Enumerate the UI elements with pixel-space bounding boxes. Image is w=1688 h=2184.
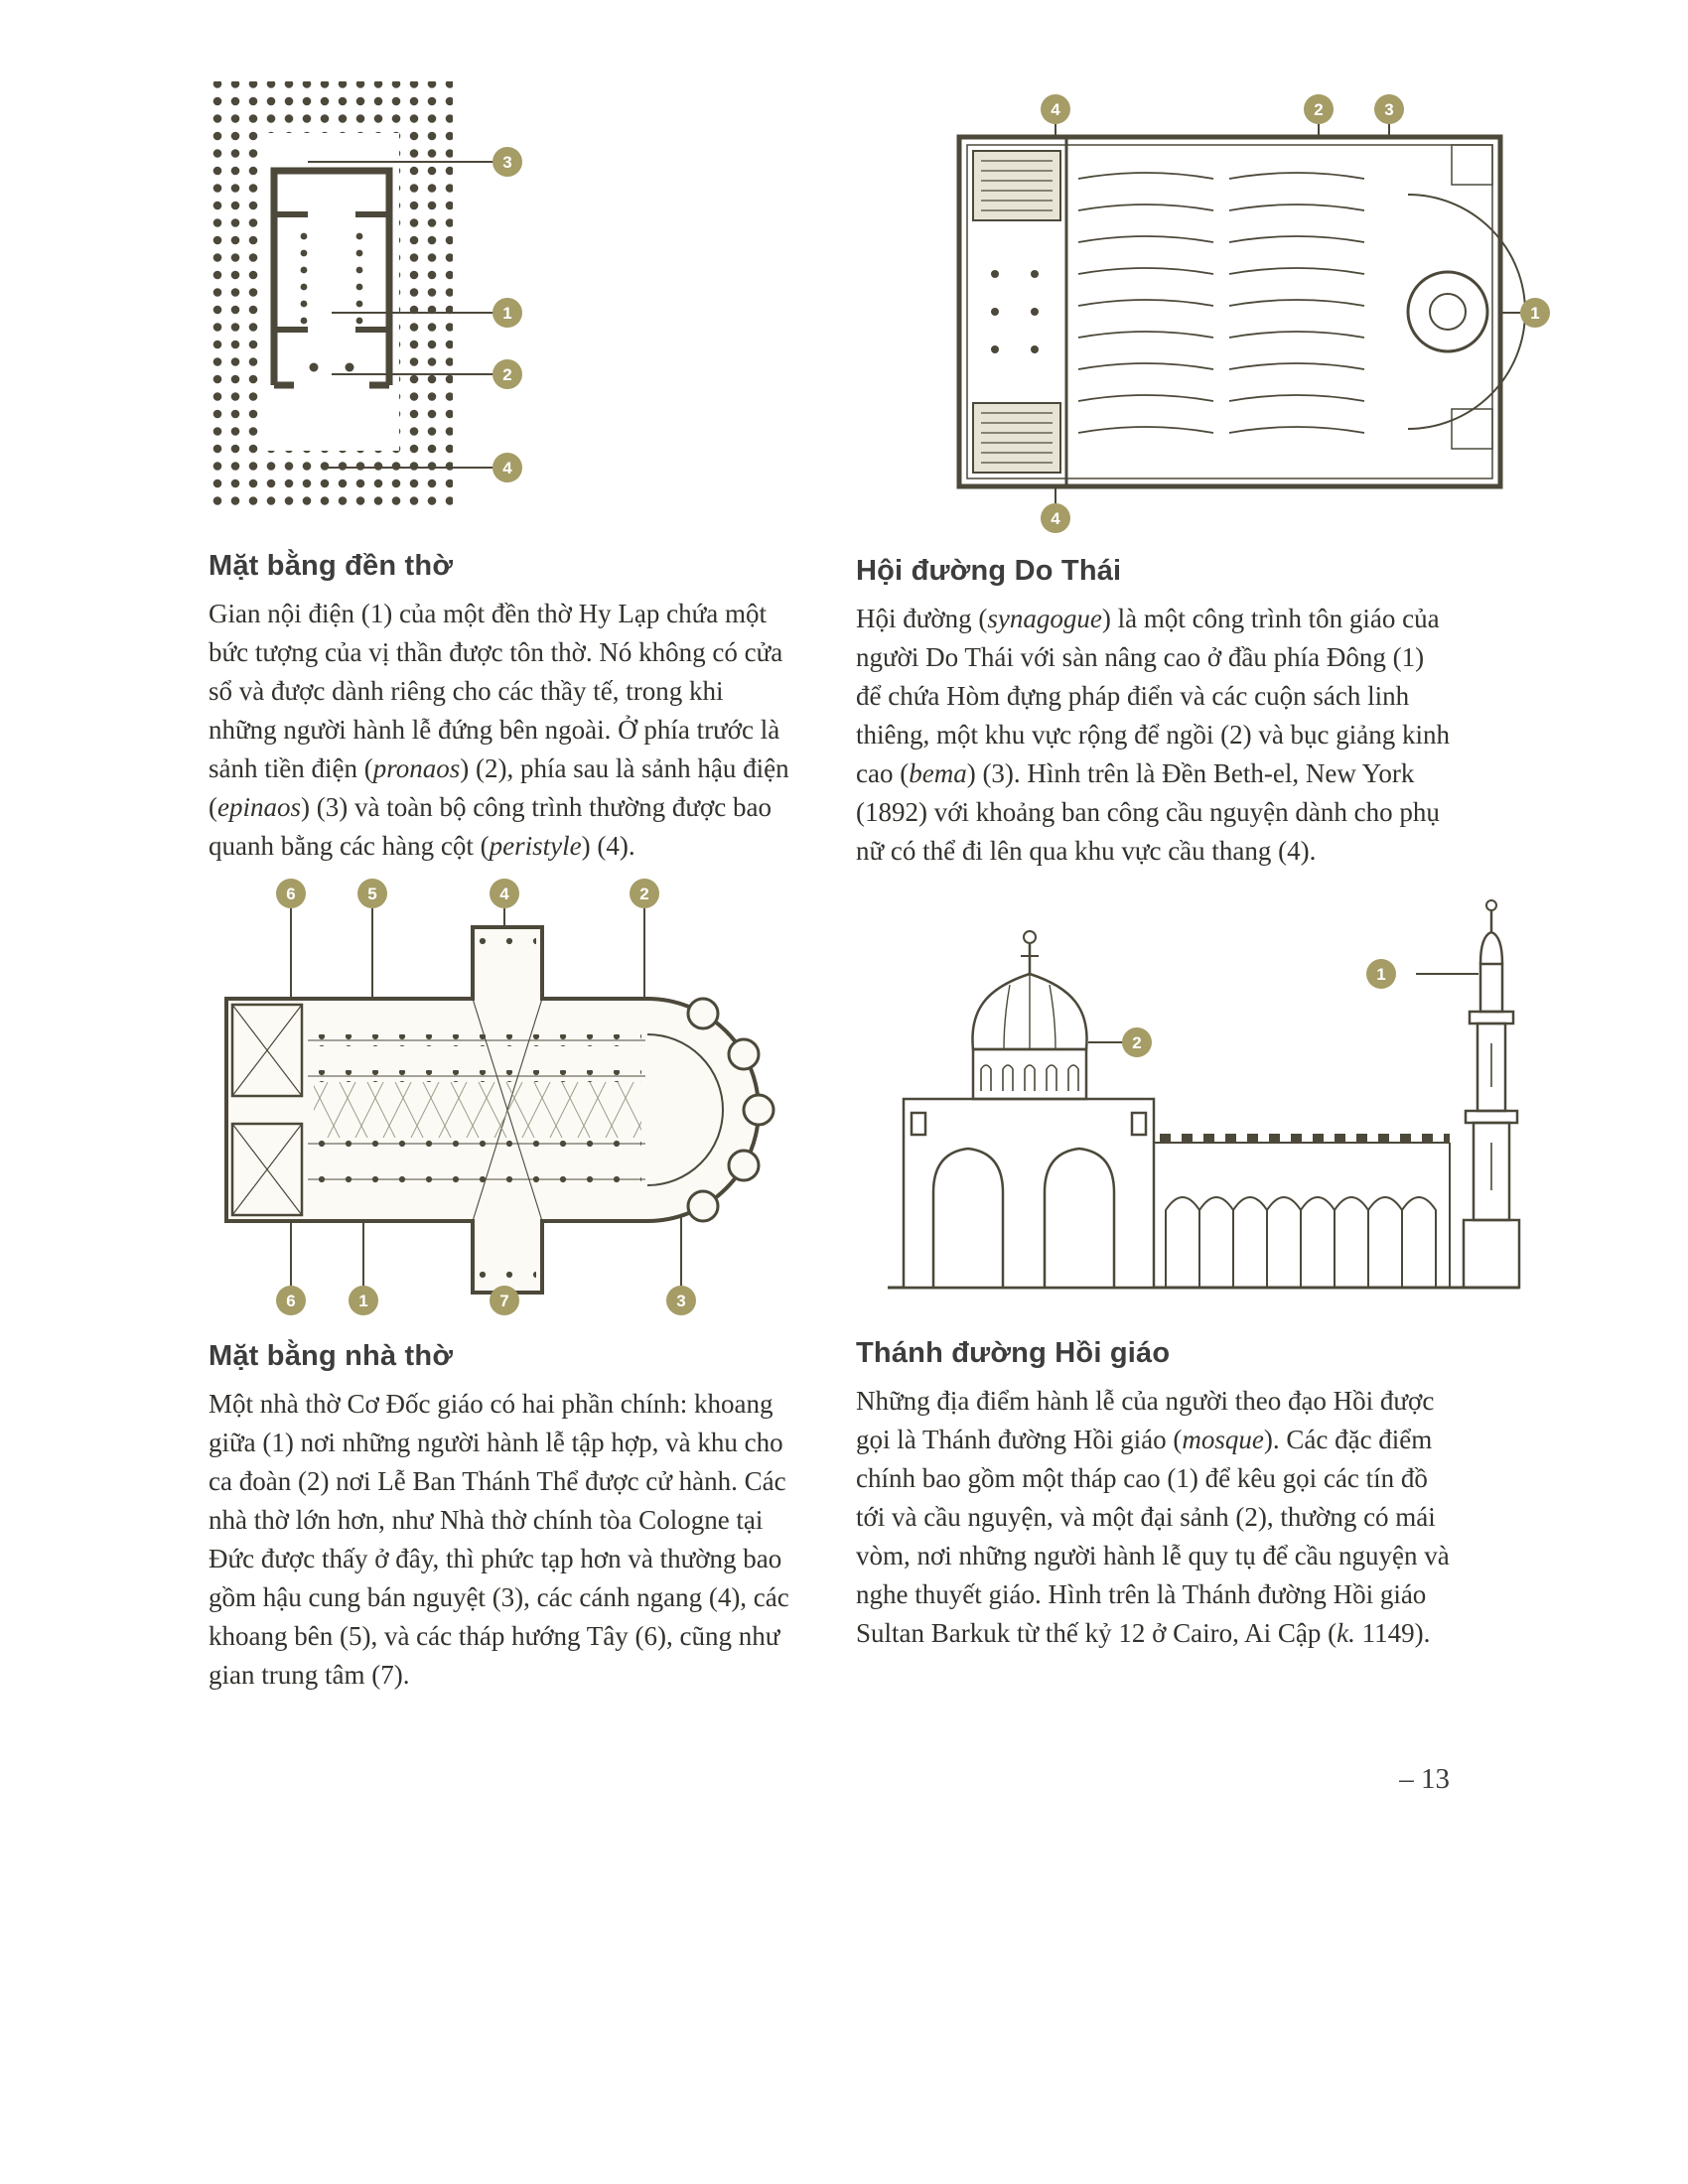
mosque-callout-2: 2 — [1122, 1027, 1152, 1057]
church-heading: Mặt bằng nhà thờ — [209, 1340, 454, 1372]
synagogue-callout-1: 1 — [1520, 298, 1550, 328]
synagogue-body: Hội đường (synagogue) là một công trình tôn giáo của người Do Thái với sàn nâng cao ở đầu phía Đông (1) để chứa Hòm đựng pháp điển và các cuộn sách linh thiêng, một khu vực rộng để ngồi (2) và bục giảng kinh cao (bema) (3). Hình trên là Đền Beth-el, New York (1892) với khoảng ban công cầu nguyện dành cho phụ nữ có thể đi lên qua khu vực cầu thang (4). — [856, 604, 1451, 866]
temple-callout-2: 2 — [492, 359, 522, 389]
synagogue-plan-figure — [856, 75, 1551, 537]
synagogue-callout-4-bottom: 4 — [1041, 503, 1070, 533]
temple-callout-1: 1 — [492, 298, 522, 328]
mosque-elevation-figure — [856, 892, 1551, 1319]
synagogue-callout-3: 3 — [1374, 94, 1404, 124]
church-plan-drawing — [209, 876, 794, 1322]
mosque-body: Những địa điểm hành lễ của người theo đạo Hồi được gọi là Thánh đường Hồi giáo (mosque). Các đặc điểm chính bao gồm một tháp cao (1) để kêu gọi các tín đồ tới và cầu nguyện, và một đại sảnh (2), thường có mái vòm, nơi những người hành lễ quy tụ để cầu nguyện và nghe thuyết giáo. Hình trên là Thánh đường Hồi giáo Sultan Barkuk từ thế kỷ 12 ở Cairo, Ai Cập (k. 1149). — [856, 1386, 1450, 1648]
mosque-heading: Thánh đường Hồi giáo — [856, 1337, 1171, 1369]
mosque-callout-1: 1 — [1366, 959, 1396, 989]
temple-heading: Mặt bằng đền thờ — [209, 550, 454, 582]
synagogue-plan-drawing — [856, 75, 1551, 537]
church-callout-6-bottom: 6 — [276, 1286, 306, 1315]
synagogue-callout-4-top: 4 — [1041, 94, 1070, 124]
temple-body: Gian nội điện (1) của một đền thờ Hy Lạp chứa một bức tượng của vị thần được tôn thờ. Nó không có cửa sổ và được dành riêng cho các thầy tế, trong khi những người hành lễ đứng bên ngoài. Ở phía trước là sảnh tiền điện (pronaos) (2), phía sau là sảnh hậu điện (epinaos) (3) và toàn bộ công trình thường được bao quanh bằng các hàng cột (peristyle) (4). — [209, 599, 789, 861]
church-callout-7: 7 — [490, 1286, 519, 1315]
church-callout-4: 4 — [490, 879, 519, 908]
temple-plan-figure — [209, 75, 794, 532]
church-callout-2: 2 — [630, 879, 659, 908]
left-column — [209, 75, 794, 1695]
temple-callout-4: 4 — [492, 453, 522, 482]
right-column — [856, 75, 1551, 1653]
church-callout-3: 3 — [666, 1286, 696, 1315]
church-callout-6-top: 6 — [276, 879, 306, 908]
page-number: – 13 — [1399, 1763, 1450, 1795]
temple-callout-3: 3 — [492, 147, 522, 177]
synagogue-heading: Hội đường Do Thái — [856, 555, 1122, 587]
mosque-elevation-drawing — [856, 892, 1551, 1319]
church-callout-5: 5 — [357, 879, 387, 908]
synagogue-callout-2: 2 — [1304, 94, 1334, 124]
church-callout-1: 1 — [349, 1286, 378, 1315]
church-body: Một nhà thờ Cơ Đốc giáo có hai phần chính: khoang giữa (1) nơi những người hành lễ tập hợp, và khu cho ca đoàn (2) nơi Lễ Ban Thánh Thể được cử hành. Các nhà thờ lớn hơn, như Nhà thờ chính tòa Cologne tại Đức được thấy ở đây, thì phức tạp hơn và thường bao gồm hậu cung bán nguyệt (3), các cánh ngang (4), các khoang bên (5), và các tháp hướng Tây (6), cũng như gian trung tâm (7). — [209, 1389, 789, 1690]
church-plan-figure — [209, 876, 794, 1322]
